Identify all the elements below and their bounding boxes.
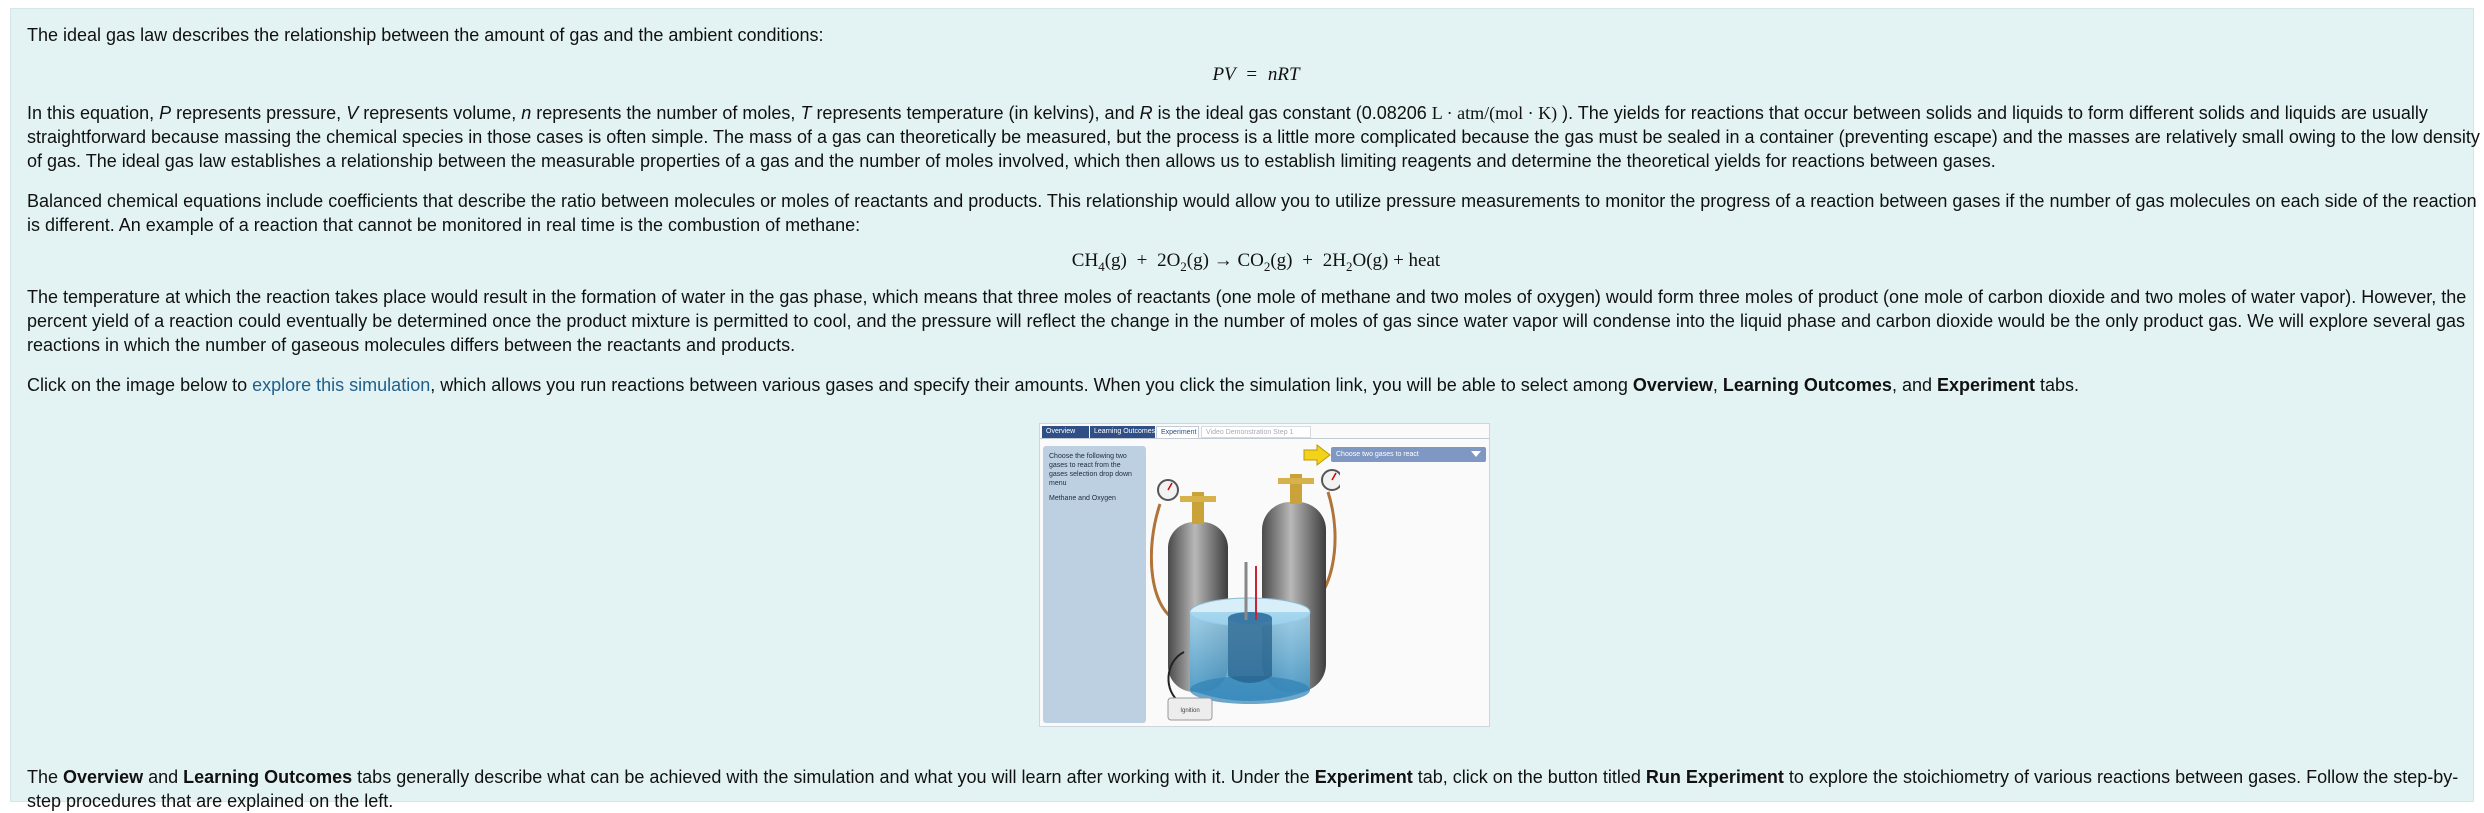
eq-subscript: 2 (1345, 258, 1353, 274)
bold-learning-outcomes: Learning Outcomes (1722, 375, 1892, 395)
text: , (1712, 375, 1723, 395)
gas-apparatus-illustration (1150, 462, 1340, 724)
text: represents temperature (in kelvins), and (811, 103, 1140, 123)
ignition-label: Ignition (1180, 708, 1200, 714)
gas-select-dropdown (1331, 447, 1486, 462)
explore-simulation-link[interactable]: explore this simulation (252, 375, 431, 395)
eq-term: 2O (1157, 250, 1181, 271)
bold-learning-outcomes-2: Learning Outcomes (183, 767, 353, 787)
bold-experiment: Experiment (1936, 375, 2036, 395)
bold-overview: Overview (1632, 375, 1713, 395)
bold-overview-2: Overview (63, 767, 144, 787)
var-t: T (800, 103, 812, 123)
text: , which allows you run reactions between various gases and specify their amounts. When you click the simulation link, you will be able to select among (430, 375, 1633, 395)
gas-constant-unit: L · atm/(mol · K) (1431, 103, 1558, 123)
text: In this equation, (27, 103, 160, 123)
ideal-gas-equation (27, 63, 2484, 87)
eq-term: (g) (1186, 250, 1209, 271)
eq-lhs: PV (1212, 64, 1236, 85)
article-body (27, 23, 2484, 397)
simulation-image[interactable] (1039, 423, 1490, 727)
text: , and (1891, 375, 1937, 395)
pressure-gauge-right (1322, 470, 1340, 490)
eq-term: CH (1071, 250, 1099, 271)
eq-term: 2H (1322, 250, 1346, 271)
content-panel (10, 8, 2480, 811)
text: and (143, 767, 184, 787)
dropdown-label: Choose two gases to react (1336, 451, 1419, 458)
var-r: R (1139, 103, 1153, 123)
methane-combustion-equation (27, 249, 2484, 273)
sim-instruction-text: Choose the following two gases to react from the gases selection drop down menu (1049, 453, 1132, 487)
text: The (27, 767, 64, 787)
sim-gas-selection: Methane and Oxygen (1049, 495, 1116, 502)
text: represents the number of moles, (531, 103, 801, 123)
text: represents pressure, (171, 103, 347, 123)
eq-equals: = (1246, 64, 1258, 85)
text: ). The yields for reactions that occur between solids and liquids to form different solids and liquids are usually straightforward because massing the chemical species in those cases is often simple. The mass of a gas can theoretically be measured, but the process is a little more complicated because the gas must be sealed in a container (preventing escape) and the masses are relatively small owing to the low density of gas. The ideal gas law establishes a relationship between the measurable properties of a gas and the number of moles involved, which then allows us to establish limiting reagents and determine the theoretical yields for reactions between gases. (27, 103, 2480, 171)
temperature-paragraph: The temperature at which the reaction takes place would result in the formation of water in the gas phase, which means that three moles of reactants (one mole of methane and two moles of oxygen) would form three moles of product (one mole of carbon dioxide and two moles of water vapor). However, the percent yield of a reaction could eventually be determined once the product mixture is permitted to cool, and the pressure will reflect the change in the number of moles of gas since water vapor will condense into the liquid phase and carbon dioxide would be the only product gas. We will explore several gas reactions in which the number of gaseous molecules differs between the reactants and products. (27, 287, 2467, 355)
text: tabs generally describe what can be achieved with the simulation and what you will learn after working with it. Under the (352, 767, 1315, 787)
sim-tab-overview: Overview (1042, 426, 1089, 438)
eq-subscript: 2 (1180, 258, 1187, 274)
text: tab, click on the button titled (1412, 767, 1646, 787)
dropdown-caret-icon (1471, 451, 1481, 457)
eq-rhs: nRT (1267, 64, 1300, 85)
text: Click on the image below to (27, 375, 253, 395)
bold-run-experiment: Run Experiment (1645, 767, 1784, 787)
bold-experiment-2: Experiment (1314, 767, 1413, 787)
eq-plus: + (1302, 250, 1313, 271)
eq-subscript: 4 (1098, 258, 1105, 274)
sim-instruction-panel (1043, 446, 1146, 723)
sim-tab-video: Video Demonstration Step 1 (1201, 426, 1311, 438)
text: tabs. (2035, 375, 2080, 395)
eq-term: O(g) + heat (1352, 250, 1441, 271)
eq-plus: + (1136, 250, 1148, 271)
simulation-intro-paragraph (27, 373, 2484, 397)
text: represents volume, (358, 103, 522, 123)
eq-subscript: 2 (1263, 258, 1271, 274)
intro-paragraph: The ideal gas law describes the relationship between the amount of gas and the ambient conditions: (27, 25, 824, 45)
eq-term: (g) (1104, 250, 1127, 271)
var-p: P (159, 103, 172, 123)
var-v: V (346, 103, 359, 123)
eq-term: CO (1237, 250, 1264, 271)
tabs-explanation-paragraph (27, 765, 2484, 813)
equation-explanation-paragraph (27, 101, 2484, 173)
sim-tab-learning-outcomes: Learning Outcomes (1090, 426, 1155, 438)
eq-arrow: → (1213, 250, 1233, 271)
article-footer (27, 765, 2484, 813)
balanced-equations-paragraph: Balanced chemical equations include coefficients that describe the ratio between molecules or moles of reactants and products. This relationship would allow you to utilize pressure measurements to monitor the progress of a reaction between gases if the number of gas molecules on each side of the reaction is different. An example of a reaction that cannot be monitored in real time is the combustion of methane: (27, 191, 2477, 235)
var-n: n (521, 103, 532, 123)
text: to explore the stoichiometry of various reactions between gases. Follow the step-by-step procedures that are explained on the left. (27, 767, 2459, 811)
eq-term: (g) (1270, 250, 1293, 271)
text: is the ideal gas constant (0.08206 (1152, 103, 1432, 123)
sim-tab-bar (1040, 424, 1489, 439)
sim-tab-experiment: Experiment (1156, 426, 1199, 438)
